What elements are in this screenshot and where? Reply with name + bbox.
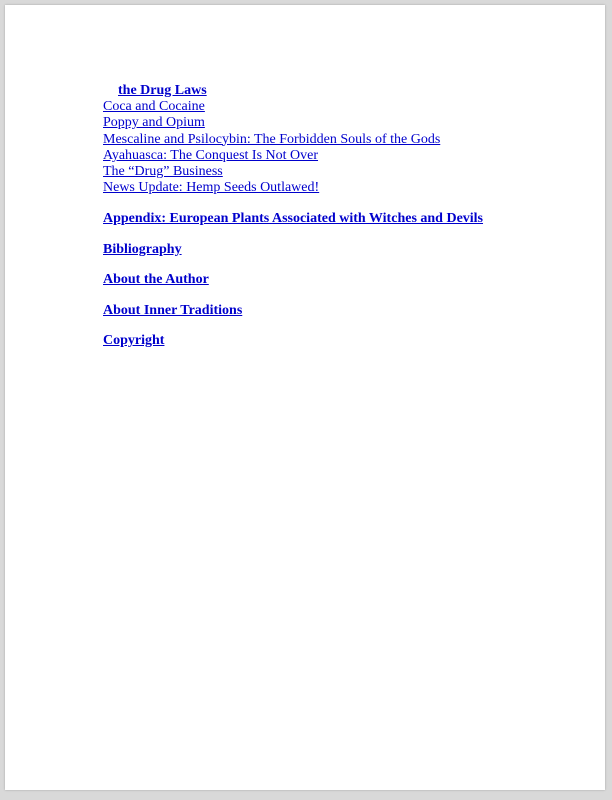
toc-link-about-author[interactable]: About the Author <box>103 272 209 288</box>
toc-link-poppy-opium[interactable]: Poppy and Opium <box>103 115 205 131</box>
toc-link-about-inner-traditions[interactable]: About Inner Traditions <box>103 302 243 318</box>
list-item <box>103 115 585 131</box>
list-item <box>103 180 585 196</box>
toc-link-news-update[interactable]: News Update: Hemp Seeds Outlawed! <box>103 180 320 196</box>
document-page <box>5 5 605 790</box>
toc-sub-list <box>103 99 585 197</box>
toc-section-row <box>103 211 585 227</box>
toc-link-drug-laws[interactable]: the Drug Laws <box>118 83 207 98</box>
toc-link-drug-business[interactable]: The “Drug” Business <box>103 164 223 180</box>
chapter-title-row <box>103 81 585 99</box>
toc-link-mescaline-psilocybin[interactable]: Mescaline and Psilocybin: The Forbidden Souls of the Gods <box>103 131 441 147</box>
list-item <box>103 132 585 148</box>
toc-link-appendix[interactable]: Appendix: European Plants Associated with Witches and Devils <box>103 211 484 227</box>
toc-link-copyright[interactable]: Copyright <box>103 333 165 349</box>
toc-section-row <box>103 242 585 258</box>
toc-section-row <box>103 333 585 349</box>
toc-link-ayahuasca[interactable]: Ayahuasca: The Conquest Is Not Over <box>103 147 319 163</box>
toc-section-row <box>103 272 585 288</box>
list-item <box>103 164 585 180</box>
list-item <box>103 148 585 164</box>
toc-section-row <box>103 303 585 319</box>
table-of-contents <box>103 81 585 349</box>
list-item <box>103 99 585 115</box>
toc-link-coca-cocaine[interactable]: Coca and Cocaine <box>103 99 205 114</box>
toc-link-bibliography[interactable]: Bibliography <box>103 241 182 257</box>
